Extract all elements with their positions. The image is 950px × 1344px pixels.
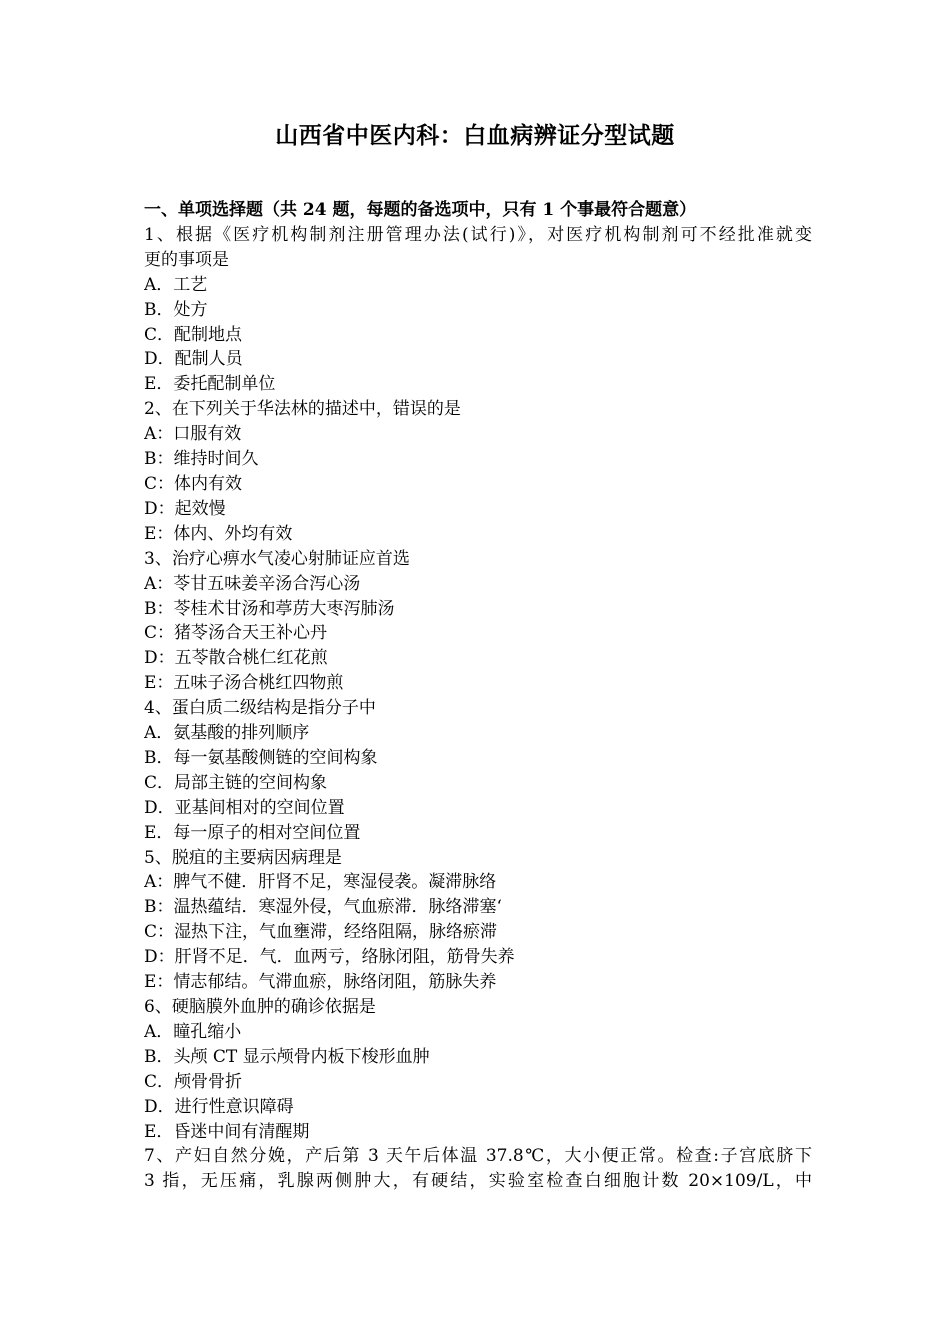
answer-option: B．头颅 CT 显示颅骨内板下梭形血肿 xyxy=(144,1046,430,1067)
answer-option: C：湿热下注，气血壅滞，经络阻隔，脉络瘀滞 xyxy=(144,922,498,943)
answer-option: C．配制地点 xyxy=(144,324,243,345)
answer-option: D．亚基间相对的空间位置 xyxy=(144,797,345,818)
question-stem-line: 更的事项是 xyxy=(144,249,229,270)
answer-option: C：猪苓汤合天王补心丹 xyxy=(144,623,328,644)
question-stem-line: 7、产妇自然分娩，产后第 3 天午后体温 37.8℃，大小便正常。检查:子宫底脐下 xyxy=(144,1146,812,1167)
answer-option: C．局部主链的空间构象 xyxy=(144,772,328,793)
question-stem-line: 6、硬脑膜外血肿的确诊依据是 xyxy=(144,997,376,1017)
question-stem-line: 3、治疗心痹水气凌心射肺证应首选 xyxy=(144,548,410,569)
answer-option: E．委托配制单位 xyxy=(144,374,276,395)
answer-option: A：脾气不健．肝肾不足，寒湿侵袭。凝滞脉络 xyxy=(144,872,497,893)
answer-option: E．每一原子的相对空间位置 xyxy=(144,822,361,843)
question-5 xyxy=(144,846,812,995)
question-stem-line: 1、根据《医疗机构制剂注册管理办法(试行)》，对医疗机构制剂可不经批准就变 xyxy=(144,224,812,245)
answer-option: E：情志郁结。气滞血瘀，脉络闭阻，筋脉失养 xyxy=(144,972,497,993)
question-6 xyxy=(144,995,812,1144)
section-heading: 一、单项选择题（共 24 题，每题的备选项中，只有 1 个事最符合题意） xyxy=(144,200,697,220)
question-7 xyxy=(144,1144,812,1194)
question-stem-line: 2、在下列关于华法林的描述中，错误的是 xyxy=(144,399,461,420)
question-stem-line: 4、蛋白质二级结构是指分子中 xyxy=(144,698,376,719)
question-stem-line: 5、脱疽的主要病因病理是 xyxy=(144,847,342,868)
answer-option: A：苓甘五味姜辛汤合泻心汤 xyxy=(144,573,361,594)
answer-option: B：温热蕴结．寒湿外侵，气血瘀滞．脉络滞塞‘ xyxy=(144,897,502,918)
answer-option: B．处方 xyxy=(144,299,208,320)
answer-option: A．瞳孔缩小 xyxy=(144,1021,242,1042)
answer-option: A：口服有效 xyxy=(144,424,242,445)
answer-option: A．工艺 xyxy=(144,274,208,295)
answer-option: B：维持时间久 xyxy=(144,449,259,470)
answer-option: E：体内、外均有效 xyxy=(144,523,293,544)
document-title: 山西省中医内科：白血病辨证分型试题 xyxy=(275,122,675,149)
question-3 xyxy=(144,547,812,696)
answer-option: C：体内有效 xyxy=(144,473,243,494)
question-4 xyxy=(144,696,812,845)
answer-option: B．每一氨基酸侧链的空间构象 xyxy=(144,747,378,768)
answer-option: D．进行性意识障碍 xyxy=(144,1096,294,1117)
answer-option: D：起效慢 xyxy=(144,498,226,519)
answer-option: D．配制人员 xyxy=(144,349,243,370)
question-1 xyxy=(144,223,812,397)
document-body xyxy=(144,198,812,1194)
answer-option: D：五苓散合桃仁红花煎 xyxy=(144,648,328,669)
question-stem-line: 3 指，无压痛，乳腺两侧肿大，有硬结，实验室检查白细胞计数 20×109/L，中 xyxy=(144,1171,812,1192)
question-2 xyxy=(144,397,812,546)
answer-option: E．昏迷中间有清醒期 xyxy=(144,1121,310,1142)
answer-option: C．颅骨骨折 xyxy=(144,1071,243,1092)
answer-option: B：苓桂术甘汤和葶苈大枣泻肺汤 xyxy=(144,598,395,619)
answer-option: D：肝肾不足．气．血两亏，络脉闭阻，筋骨失养 xyxy=(144,947,515,968)
answer-option: A．氨基酸的排列顺序 xyxy=(144,723,310,744)
answer-option: E：五味子汤合桃红四物煎 xyxy=(144,673,344,694)
